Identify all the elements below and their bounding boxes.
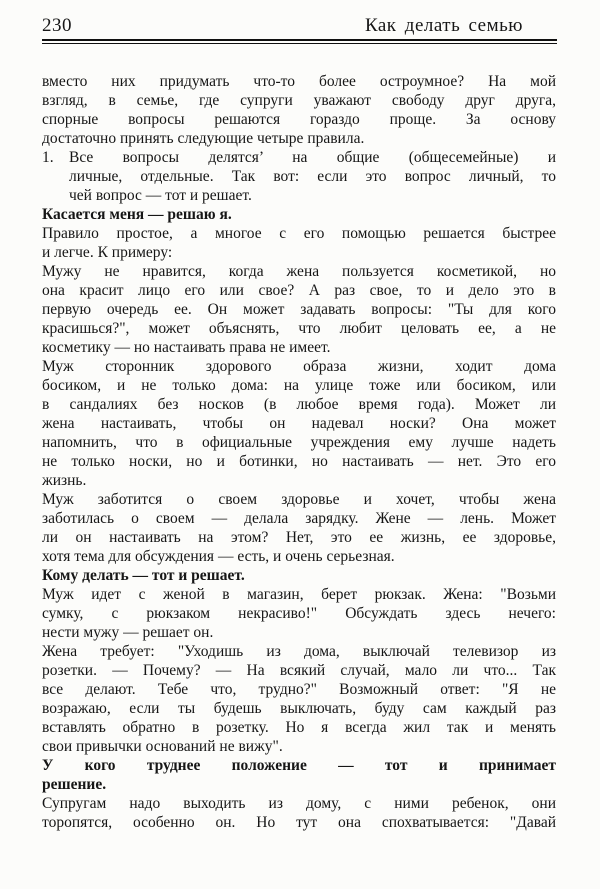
text-line: Все вопросы делятся’ на общие (общесемейные) и: [69, 149, 556, 166]
text-line: решение.: [42, 776, 107, 793]
section-heading: [42, 566, 556, 585]
page-number: 230: [42, 15, 72, 36]
paragraph: [42, 262, 556, 357]
text-line: Муж сторонник здорового образа жизни, ходит дома: [42, 358, 556, 375]
text-line: Кому делать — тот и решает.: [42, 567, 245, 584]
section-heading: [42, 756, 556, 794]
text-line: жена настаивать, чтобы он надевал носки? Она может: [42, 415, 556, 432]
text-line: Супругам надо выходить из дому, с ними ребенок, они: [42, 795, 556, 812]
paragraph: [42, 224, 556, 262]
text-line: взгляд, в семье, где супруги уважают свободу друг друга,: [42, 92, 556, 109]
text-line: все делают. Тебе что, трудно?" Возможный ответ: "Я не: [42, 681, 556, 698]
header-rule: [42, 39, 557, 44]
text-line: заботилась о своем — делала зарядку. Жене — лень. Может: [42, 510, 556, 527]
text-line: в сандалиях без носков (в любое время года). Может ли: [42, 396, 556, 413]
text-body: [42, 72, 556, 832]
paragraph: [42, 642, 556, 756]
text-line: красишься?", может объяснять, что любит целовать ее, а не: [42, 320, 556, 337]
text-line: босиком, и не только дома: на улице тоже или босиком, или: [42, 377, 556, 394]
text-line: У кого труднее положение — тот и принимает: [42, 757, 556, 774]
text-line: Муж заботится о своем здоровье и хочет, чтобы жена: [42, 491, 556, 508]
text-line: Правило простое, а многое с его помощью решается быстрее: [42, 225, 556, 242]
paragraph: [42, 585, 556, 642]
text-line: Касается меня — решаю я.: [42, 206, 232, 223]
text-line: косметику — но настаивать права не имеет.: [42, 339, 331, 356]
text-line: нести мужу — решает он.: [42, 624, 214, 641]
text-line: она красит лицо его или свое? А раз свое, то и дело это в: [42, 282, 556, 299]
text-line: Жена требует: "Уходишь из дома, выключай телевизор из: [42, 643, 556, 660]
text-line: не только носки, но и ботинки, но настаивать — нет. Это его: [42, 453, 556, 470]
list-item: [42, 148, 556, 205]
text-line: вставлять обратно в розетку. Но я всегда жил так и менять: [42, 719, 556, 736]
text-line: Мужу не нравится, когда жена пользуется косметикой, но: [42, 263, 556, 280]
text-line: хотя тема для обсуждения — есть, и очень серьезная.: [42, 548, 395, 565]
text-line: свои привычки оснований не вижу".: [42, 738, 283, 755]
text-line: первую очередь ее. Он может задавать вопросы: "Ты для кого: [42, 301, 556, 318]
paragraph: [42, 72, 556, 148]
text-line: чей вопрос — тот и решает.: [69, 187, 252, 204]
text-line: Муж идет с женой в магазин, берет рюкзак. Жена: "Возьми: [42, 586, 556, 603]
text-line: достаточно принять следующие четыре правила.: [42, 130, 365, 147]
text-line: и легче. К примеру:: [42, 244, 173, 261]
text-line: напомнить, что в официальные учреждения ему лучше надеть: [42, 434, 556, 451]
text-line: возражаю, если ты будешь выключать, буду сам каждый раз: [42, 700, 556, 717]
text-line: ли он настаивать на этом? Нет, это ее жизнь, ее здоровье,: [42, 529, 556, 546]
text-line: сумку, с рюкзаком некрасиво!" Обсуждать здесь нечего:: [42, 605, 556, 622]
list-marker: 1.: [42, 149, 54, 166]
text-line: жизнь.: [42, 472, 87, 489]
paragraph: [42, 357, 556, 490]
text-line: торопятся, особенно он. Но тут она спохватывается: "Давай: [42, 814, 556, 831]
paragraph: [42, 794, 556, 832]
section-heading: [42, 205, 556, 224]
text-line: личные, отдельные. Так вот: если это вопрос личный, то: [69, 168, 556, 185]
text-line: спорные вопросы решаются гораздо проще. За основу: [42, 111, 556, 128]
running-head: [42, 15, 556, 38]
paragraph: [42, 490, 556, 566]
text-line: розетки. — Почему? — На всякий случай, мало ли что... Так: [42, 662, 556, 679]
running-title: Как делать семью: [364, 15, 523, 36]
text-line: вместо них придумать что-то более остроумное? На мой: [42, 73, 556, 90]
